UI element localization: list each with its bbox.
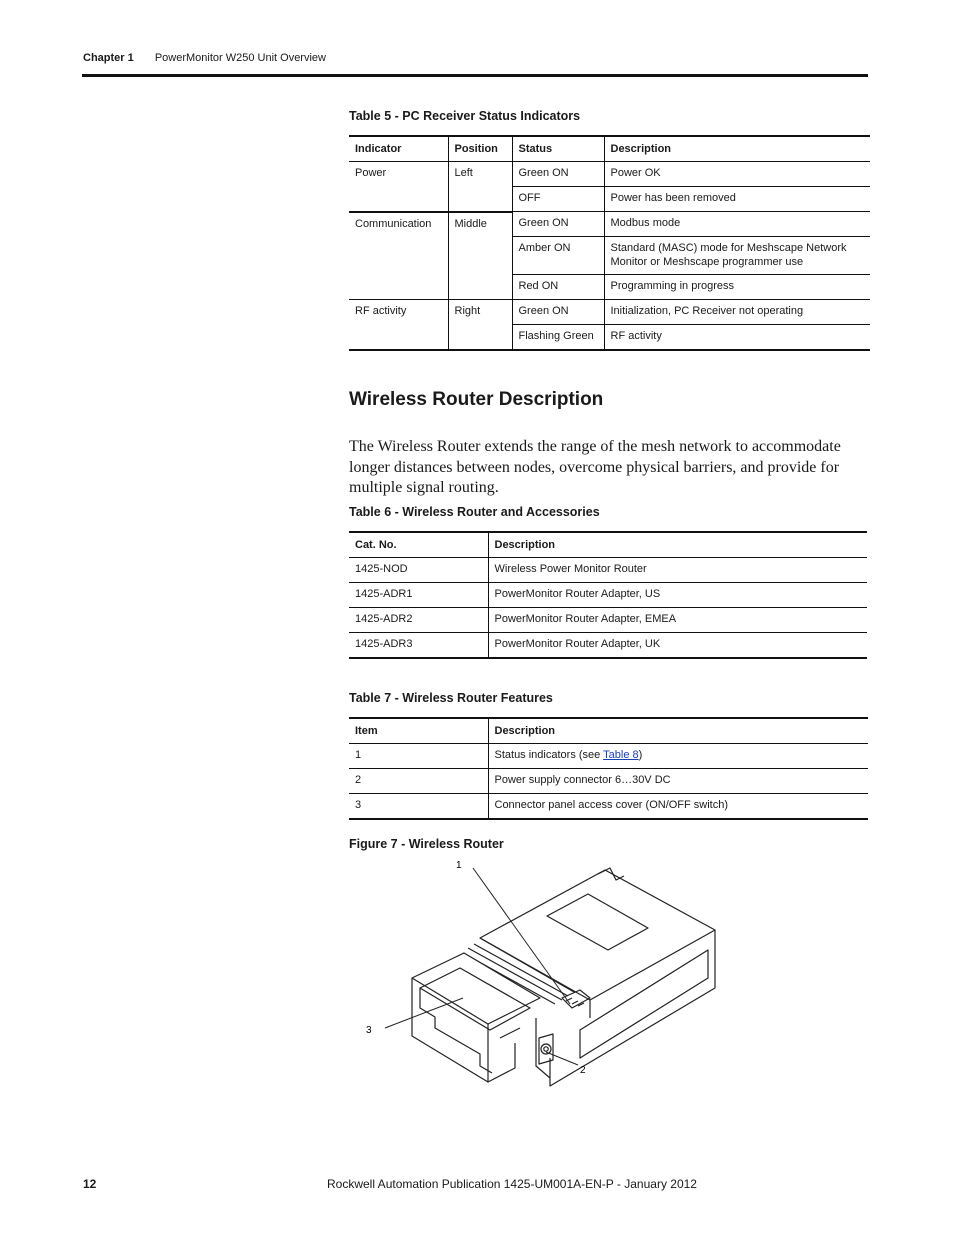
- table-row: [349, 608, 867, 633]
- status-cell: Green ON: [512, 212, 604, 237]
- column-header: Status: [512, 136, 604, 162]
- position-cell: Right: [448, 300, 512, 351]
- table-row: [349, 558, 867, 583]
- indicator-cell: Power: [349, 162, 448, 212]
- running-header: [83, 52, 326, 64]
- indicator-cell: RF activity: [349, 300, 448, 351]
- page-number: 12: [83, 1177, 97, 1191]
- table-row: [349, 744, 868, 769]
- description-cell: [488, 744, 868, 769]
- table-row: [349, 633, 867, 659]
- description-cell: PowerMonitor Router Adapter, EMEA: [488, 608, 867, 633]
- description-cell: Power supply connector 6…30V DC: [488, 769, 868, 794]
- table6: [349, 531, 867, 659]
- wireless-router-figure: [340, 858, 730, 1098]
- table-header-row: [349, 718, 868, 744]
- status-cell: Green ON: [512, 300, 604, 325]
- table-row: [349, 794, 868, 820]
- table6-caption: Table 6 - Wireless Router and Accessories: [349, 505, 600, 519]
- status-cell: Amber ON: [512, 237, 604, 275]
- position-cell: Middle: [448, 212, 512, 300]
- status-cell: OFF: [512, 187, 604, 212]
- callout-1: 1: [456, 860, 462, 871]
- status-cell: Flashing Green: [512, 325, 604, 351]
- column-header: Position: [448, 136, 512, 162]
- table5-caption: Table 5 - PC Receiver Status Indicators: [349, 109, 581, 123]
- description-cell: Connector panel access cover (ON/OFF switch): [488, 794, 868, 820]
- indicator-cell: Communication: [349, 212, 448, 300]
- table7-caption: Table 7 - Wireless Router Features: [349, 691, 553, 705]
- item-cell: 2: [349, 769, 488, 794]
- section-heading: Wireless Router Description: [349, 389, 604, 410]
- chapter-label: Chapter 1: [83, 52, 134, 64]
- table-row: [349, 583, 867, 608]
- description-cell: RF activity: [604, 325, 870, 351]
- description-cell: Modbus mode: [604, 212, 870, 237]
- table-header-row: [349, 136, 870, 162]
- description-text-end: ): [638, 749, 643, 761]
- callout-2: 2: [580, 1065, 586, 1076]
- section-paragraph: The Wireless Router extends the range of the mesh network to accommodate longer distances between nodes, overcome physical barriers, and provide for multiple signal routing.: [349, 438, 841, 496]
- column-header: Cat. No.: [349, 532, 488, 558]
- column-header: Description: [488, 718, 868, 744]
- publication-line: Rockwell Automation Publication 1425-UM001A-EN-P - January 2012: [327, 1177, 697, 1191]
- column-header: Description: [604, 136, 870, 162]
- status-cell: Green ON: [512, 162, 604, 187]
- description-cell: Programming in progress: [604, 275, 870, 300]
- cat-no-cell: 1425-ADR2: [349, 608, 488, 633]
- description-cell: Standard (MASC) mode for Meshscape Network Monitor or Meshscape programmer use: [604, 237, 870, 275]
- table-row: [349, 769, 868, 794]
- column-header: Description: [488, 532, 867, 558]
- table7: [349, 717, 868, 820]
- callout-3: 3: [366, 1025, 372, 1036]
- item-cell: 1: [349, 744, 488, 769]
- status-cell: Red ON: [512, 275, 604, 300]
- description-cell: PowerMonitor Router Adapter, US: [488, 583, 867, 608]
- table-header-row: [349, 532, 867, 558]
- description-cell: Initialization, PC Receiver not operating: [604, 300, 870, 325]
- table5: [349, 135, 870, 351]
- cat-no-cell: 1425-NOD: [349, 558, 488, 583]
- column-header: Indicator: [349, 136, 448, 162]
- position-cell: Left: [448, 162, 512, 212]
- description-cell: PowerMonitor Router Adapter, UK: [488, 633, 867, 659]
- cat-no-cell: 1425-ADR1: [349, 583, 488, 608]
- figure-caption: Figure 7 - Wireless Router: [349, 837, 504, 851]
- table-row: [349, 162, 870, 187]
- description-cell: Wireless Power Monitor Router: [488, 558, 867, 583]
- table8-link[interactable]: Table 8: [603, 749, 639, 761]
- column-header: Item: [349, 718, 488, 744]
- description-cell: Power OK: [604, 162, 870, 187]
- cat-no-cell: 1425-ADR3: [349, 633, 488, 659]
- item-cell: 3: [349, 794, 488, 820]
- table-row: [349, 300, 870, 325]
- table-row: [349, 212, 870, 237]
- chapter-title: PowerMonitor W250 Unit Overview: [154, 52, 326, 64]
- description-cell: Power has been removed: [604, 187, 870, 212]
- header-rule: [82, 74, 868, 77]
- description-text: Status indicators (see: [494, 749, 604, 761]
